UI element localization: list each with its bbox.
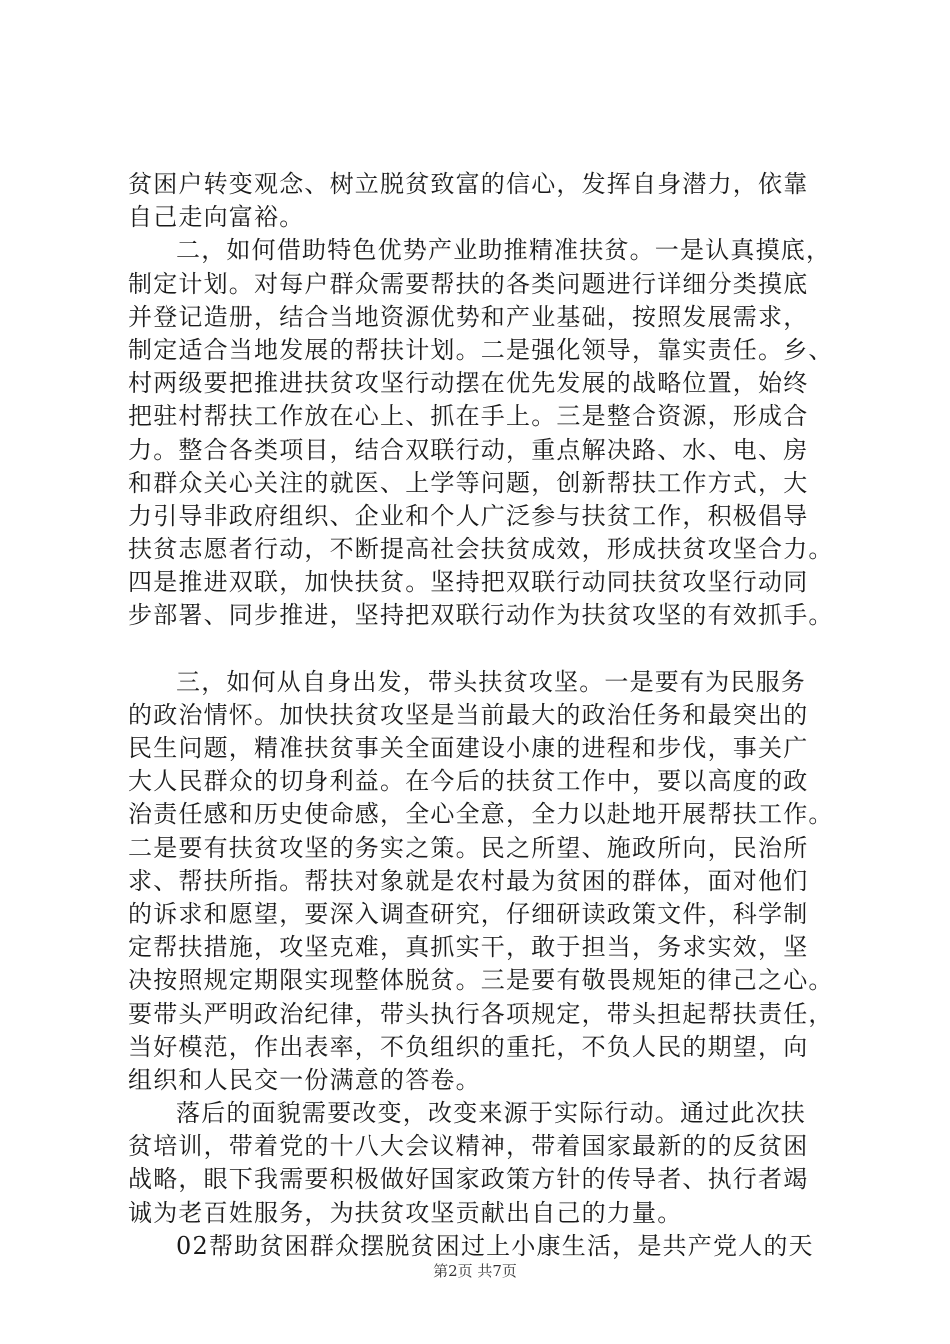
- text-line: 当好模范，作出表率，不负组织的重托，不负人民的期望，向: [128, 1032, 809, 1061]
- text-line: 的诉求和愿望，要深入调查研究，仔细研读政策文件，科学制: [128, 899, 809, 928]
- text-line: 民生问题，精准扶贫事关全面建设小康的进程和步伐，事关广: [128, 734, 809, 762]
- text-line: 四是推进双联，加快扶贫。坚持把双联行动同扶贫攻坚行动同: [128, 568, 809, 597]
- blank-line: [128, 633, 836, 666]
- text-line: 贫困户转变观念、树立脱贫致富的信心，发挥自身潜力，依靠: [128, 170, 809, 198]
- text-line: 定帮扶措施，攻坚克难，真抓实干，敢于担当，务求实效，坚: [128, 933, 809, 962]
- page-number-footer: 第2页 共7页: [433, 1262, 517, 1280]
- text-line: 大人民群众的切身利益。在今后的扶贫工作中，要以高度的政: [128, 767, 809, 796]
- text-line: 治责任感和历史使命感，全心全意，全力以赴地开展帮扶工作。: [128, 800, 834, 829]
- text-line: 扶贫志愿者行动，不断提高社会扶贫成效，形成扶贫攻坚合力。: [128, 535, 834, 564]
- text-line: 要带头严明政治纪律，带头执行各项规定，带头担起帮扶责任，: [128, 999, 834, 1028]
- text-line: 村两级要把推进扶贫攻坚行动摆在优先发展的战略位置，始终: [128, 369, 809, 398]
- text-line: 决按照规定期限实现整体脱贫。三是要有敬畏规矩的律己之心。: [128, 966, 834, 995]
- text-line: 把驻村帮扶工作放在心上、抓在手上。三是整合资源，形成合: [128, 402, 809, 431]
- text-line: 和群众关心关注的就医、上学等问题，创新帮扶工作方式，大: [128, 468, 809, 497]
- text-line: 求、帮扶所指。帮扶对象就是农村最为贫困的群体，面对他们: [128, 866, 809, 895]
- text-line: 二是要有扶贫攻坚的务实之策。民之所望、施政所向，民治所: [128, 833, 809, 862]
- text-line: 的政治情怀。加快扶贫攻坚是当前最大的政治任务和最突出的: [128, 700, 809, 729]
- text-line: 二，如何借助特色优势产业助推精准扶贫。一是认真摸底，: [176, 236, 832, 265]
- text-line: 力。整合各类项目，结合双联行动，重点解决路、水、电、房: [128, 435, 809, 464]
- text-line: 力引导非政府组织、企业和个人广泛参与扶贫工作，积极倡导: [128, 501, 809, 530]
- text-line: 并登记造册，结合当地资源优势和产业基础，按照发展需求，: [128, 302, 809, 331]
- document-body: [128, 168, 836, 1263]
- text-line: 战略，眼下我需要积极做好国家政策方针的传导者、执行者竭: [128, 1165, 809, 1194]
- text-line: 制定计划。对每户群众需要帮扶的各类问题进行详细分类摸底: [128, 269, 809, 298]
- text-line: 诚为老百姓服务，为扶贫攻坚贡献出自己的力量。: [128, 1198, 683, 1227]
- text-line: 组织和人民交一份满意的答卷。: [128, 1065, 481, 1094]
- text-line: 贫培训，带着党的十八大会议精神，带着国家最新的的反贫困: [128, 1132, 809, 1161]
- text-line: 制定适合当地发展的帮扶计划。二是强化领导，靠实责任。乡、: [128, 335, 834, 364]
- text-line: 自己走向富裕。: [128, 203, 305, 232]
- text-line: 步部署、同步推进，坚持把双联行动作为扶贫攻坚的有效抓手。: [128, 601, 834, 630]
- text-line: 落后的面貌需要改变，改变来源于实际行动。通过此次扶: [176, 1099, 806, 1128]
- text-line: 02帮助贫困群众摆脱贫困过上小康生活，是共产党人的天: [176, 1231, 814, 1260]
- text-line: 三，如何从自身出发，带头扶贫攻坚。一是要有为民服务: [176, 667, 806, 696]
